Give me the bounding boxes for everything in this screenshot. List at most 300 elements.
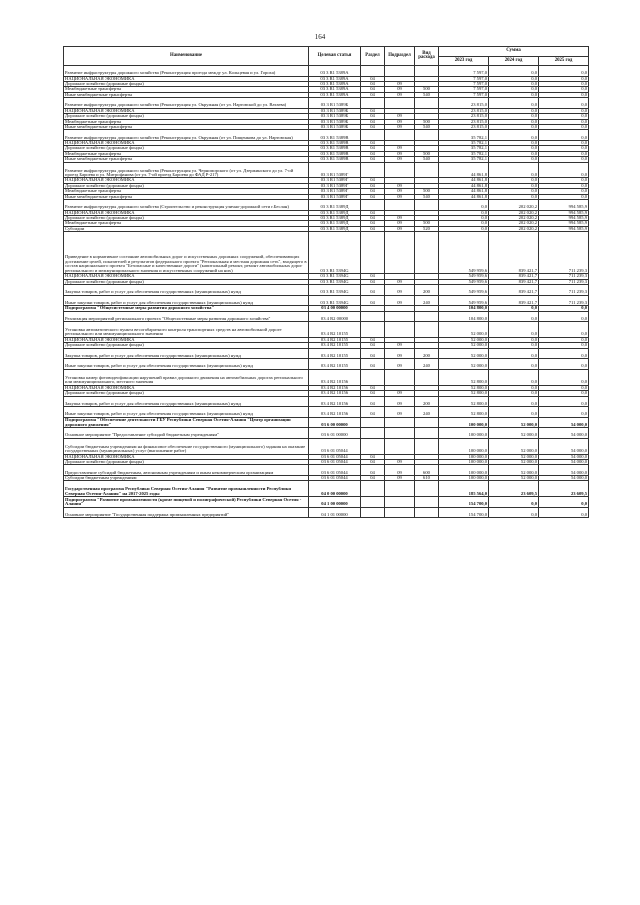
cell-section <box>361 322 385 338</box>
cell-name: НАЦИОНАЛЬНАЯ ЭКОНОМИКА <box>64 385 309 390</box>
cell-section: 04 <box>361 454 385 459</box>
cell-target: 03 3 R1 5389В <box>309 130 361 141</box>
cell-2024: 202 020,2 <box>489 221 539 226</box>
cell-target: 03 3 R1 5389Б <box>309 98 361 109</box>
header-subsection: Подраздел <box>385 47 415 66</box>
header-expense-type: Вид расхода <box>415 47 439 66</box>
cell-expense-type: 240 <box>415 359 439 370</box>
cell-subsection <box>385 481 415 497</box>
cell-2024: 0,0 <box>489 130 539 141</box>
cell-section: 04 <box>361 465 385 476</box>
cell-name: Подпрограмма "Обеспечение деятельности ГБУ Республики Северная Осетия-Алания "Центр организации дорожного движения" <box>64 417 309 428</box>
cell-2023: 7 597,0 <box>439 87 489 92</box>
cell-2024: 0,0 <box>489 311 539 322</box>
cell-2025: 0,0 <box>539 194 589 199</box>
cell-target: 03 4 R2 10155 <box>309 343 361 348</box>
cell-2024: 839 421,7 <box>489 274 539 279</box>
cell-subsection <box>385 66 415 77</box>
cell-expense-type: 500 <box>415 119 439 124</box>
cell-section: 04 <box>361 82 385 87</box>
cell-name: НАЦИОНАЛЬНАЯ ЭКОНОМИКА <box>64 76 309 81</box>
cell-name: Иные межбюджетные трансферты <box>64 92 309 97</box>
cell-section <box>361 507 385 518</box>
cell-name: Закупка товаров, работ и услуг для обеспечения государственных (муниципальных) нужд <box>64 348 309 359</box>
table-row <box>64 200 589 211</box>
cell-target: 03 6 01 00000 <box>309 428 361 439</box>
cell-target: 03 3 R1 5389Б <box>309 108 361 113</box>
cell-section <box>361 481 385 497</box>
cell-name: Иные закупки товаров, работ и услуг для обеспечения государственных (муниципальных) нужд <box>64 295 309 306</box>
cell-expense-type: 240 <box>415 407 439 418</box>
cell-section: 04 <box>361 348 385 359</box>
cell-target: 03 3 R1 5389Г <box>309 194 361 199</box>
cell-2024: 839 421,7 <box>489 279 539 284</box>
cell-2023: 52 800,0 <box>439 391 489 396</box>
cell-target: 03 3 R1 5389Д <box>309 200 361 211</box>
cell-subsection: 09 <box>385 407 415 418</box>
cell-2023: 549 959,6 <box>439 284 489 295</box>
cell-name: Иные межбюджетные трансферты <box>64 125 309 130</box>
cell-section: 04 <box>361 119 385 124</box>
cell-2025: 23 609,5 <box>539 481 589 497</box>
table-row <box>64 284 589 295</box>
cell-2024: 0,0 <box>489 306 539 311</box>
cell-target: 03 6 01 05044 <box>309 460 361 465</box>
cell-2024: 0,0 <box>489 151 539 156</box>
cell-expense-type <box>415 438 439 454</box>
cell-2024: 0,0 <box>489 348 539 359</box>
cell-expense-type <box>415 507 439 518</box>
cell-2023: 52 800,0 <box>439 396 489 407</box>
cell-subsection <box>385 130 415 141</box>
cell-2023: 35 782,1 <box>439 157 489 162</box>
cell-section: 04 <box>361 76 385 81</box>
cell-subsection <box>385 417 415 428</box>
cell-2023: 549 959,6 <box>439 232 489 274</box>
cell-section: 04 <box>361 125 385 130</box>
cell-expense-type: 540 <box>415 125 439 130</box>
cell-target: 03 3 R1 5389А <box>309 82 361 87</box>
cell-subsection: 09 <box>385 221 415 226</box>
cell-name: Дорожное хозяйство (дорожные фонды) <box>64 146 309 151</box>
cell-subsection: 09 <box>385 119 415 124</box>
cell-2023: 0,0 <box>439 221 489 226</box>
cell-2023: 44 861,8 <box>439 162 489 178</box>
cell-subsection <box>385 369 415 385</box>
cell-target: 03 4 R2 10155 <box>309 322 361 338</box>
cell-subsection: 09 <box>385 151 415 156</box>
cell-section: 04 <box>361 407 385 418</box>
cell-2024: 0,0 <box>489 407 539 418</box>
cell-2023: 100 000,0 <box>439 460 489 465</box>
cell-section: 04 <box>361 279 385 284</box>
cell-name: Предоставление субсидий бюджетным, автономным учреждениям и иным некоммерческим организациям <box>64 465 309 476</box>
cell-2025: 0,0 <box>539 98 589 109</box>
cell-2023: 104 800,0 <box>439 306 489 311</box>
cell-target: 03 3 R1 5389Г <box>309 162 361 178</box>
cell-2024: 202 020,2 <box>489 200 539 211</box>
cell-subsection <box>385 507 415 518</box>
table-row <box>64 428 589 439</box>
cell-2023: 35 782,1 <box>439 141 489 146</box>
cell-target: 03 3 R1 5389В <box>309 157 361 162</box>
cell-target: 03 3 R1 5389А <box>309 87 361 92</box>
cell-name: НАЦИОНАЛЬНАЯ ЭКОНОМИКА <box>64 454 309 459</box>
cell-2024: 0,0 <box>489 391 539 396</box>
cell-section: 04 <box>361 284 385 295</box>
cell-2023: 100 000,0 <box>439 454 489 459</box>
cell-2025: 0,0 <box>539 359 589 370</box>
budget-table <box>63 46 589 518</box>
cell-2025: 0,0 <box>539 322 589 338</box>
cell-section: 04 <box>361 157 385 162</box>
cell-2024: 0,0 <box>489 66 539 77</box>
cell-expense-type <box>415 130 439 141</box>
cell-section: 04 <box>361 385 385 390</box>
cell-section: 04 <box>361 274 385 279</box>
cell-2023: 185 564,0 <box>439 481 489 497</box>
cell-expense-type <box>415 417 439 428</box>
cell-2023: 23 815,0 <box>439 125 489 130</box>
cell-2025: 54 000,0 <box>539 428 589 439</box>
cell-2023: 104 800,0 <box>439 311 489 322</box>
cell-2023: 52 000,0 <box>439 359 489 370</box>
table-row <box>64 295 589 306</box>
cell-2025: 0,0 <box>539 125 589 130</box>
cell-2025: 0,0 <box>539 157 589 162</box>
cell-subsection: 09 <box>385 295 415 306</box>
cell-name: Развитие инфраструктуры дорожного хозяйства (Строительство и реконструкция улично-дорожной сети г.Беслан) <box>64 200 309 211</box>
cell-2024: 0,0 <box>489 76 539 81</box>
cell-expense-type: 500 <box>415 221 439 226</box>
cell-subsection: 09 <box>385 460 415 465</box>
cell-name: Подпрограмма "Развитие промышленности (кроме пищевой и полиграфической) Республики Северная Осетия - Алания" <box>64 497 309 508</box>
cell-target: 04 1 00 00000 <box>309 497 361 508</box>
cell-2025: 711 239,3 <box>539 295 589 306</box>
header-name: Наименование <box>64 47 309 66</box>
cell-2023: 52 000,0 <box>439 322 489 338</box>
cell-2024: 0,0 <box>489 385 539 390</box>
table-row <box>64 507 589 518</box>
cell-target: 03 4 R2 10156 <box>309 369 361 385</box>
cell-2023: 52 800,0 <box>439 407 489 418</box>
cell-subsection <box>385 232 415 274</box>
cell-2024: 52 000,0 <box>489 460 539 465</box>
cell-target: 03 4 00 00000 <box>309 306 361 311</box>
cell-section <box>361 232 385 274</box>
cell-2023: 100 000,0 <box>439 428 489 439</box>
cell-target: 04 1 01 00000 <box>309 507 361 518</box>
cell-2025: 994 585,9 <box>539 226 589 231</box>
cell-target: 03 3 R1 5389Г <box>309 183 361 188</box>
cell-name: Дорожное хозяйство (дорожные фонды) <box>64 183 309 188</box>
cell-2025: 711 239,3 <box>539 284 589 295</box>
cell-section: 04 <box>361 295 385 306</box>
cell-subsection: 09 <box>385 216 415 221</box>
cell-subsection: 09 <box>385 183 415 188</box>
cell-2025: 0,0 <box>539 391 589 396</box>
cell-name: Приведение в нормативное состояние автомобильных дорог и искусственных дорожных сооружений, обеспечивающих достижение целей, показателей и результатов федерального проекта "Региональная и местная дорожная сеть", входящего в состав национального проекта "Безопасные и качественные дороги" (капитальный ремонт, ремонт автомобильных дорог регионального и межмуниципального значения и искусственных сооружений на них) <box>64 232 309 274</box>
cell-2024: 52 000,0 <box>489 465 539 476</box>
cell-2024: 0,0 <box>489 141 539 146</box>
cell-expense-type <box>415 481 439 497</box>
cell-target: 03 4 R2 10155 <box>309 348 361 359</box>
cell-subsection <box>385 200 415 211</box>
cell-2025: 0,0 <box>539 407 589 418</box>
cell-2023: 52 000,0 <box>439 348 489 359</box>
cell-2023: 52 000,0 <box>439 343 489 348</box>
cell-name: Субсидии бюджетным учреждениям <box>64 476 309 481</box>
cell-2025: 0,0 <box>539 507 589 518</box>
cell-2025: 711 239,3 <box>539 232 589 274</box>
cell-expense-type: 500 <box>415 87 439 92</box>
cell-subsection: 09 <box>385 391 415 396</box>
cell-name: Межбюджетные трансферты <box>64 119 309 124</box>
table-row <box>64 481 589 497</box>
cell-target: 03 3 R1 5389В <box>309 141 361 146</box>
cell-target: 03 4 R2 10156 <box>309 396 361 407</box>
cell-name: Межбюджетные трансферты <box>64 151 309 156</box>
cell-target: 04 0 00 00000 <box>309 481 361 497</box>
cell-section: 04 <box>361 460 385 465</box>
header-2024: 2024 год <box>489 57 539 66</box>
cell-2024: 0,0 <box>489 157 539 162</box>
cell-2025: 54 000,0 <box>539 454 589 459</box>
cell-2023: 52 800,0 <box>439 369 489 385</box>
cell-subsection: 09 <box>385 194 415 199</box>
cell-name: Закупка товаров, работ и услуг для обеспечения государственных (муниципальных) нужд <box>64 284 309 295</box>
cell-2025: 711 239,3 <box>539 274 589 279</box>
cell-target: 03 3 R1 5389А <box>309 76 361 81</box>
cell-section <box>361 428 385 439</box>
cell-subsection: 09 <box>385 396 415 407</box>
cell-target: 03 3 R1 5389Д <box>309 221 361 226</box>
cell-expense-type: 200 <box>415 348 439 359</box>
cell-expense-type <box>415 232 439 274</box>
cell-2024: 0,0 <box>489 183 539 188</box>
cell-2025: 0,0 <box>539 141 589 146</box>
cell-section: 04 <box>361 114 385 119</box>
table-row <box>64 348 589 359</box>
cell-name: Межбюджетные трансферты <box>64 221 309 226</box>
cell-target: 03 3 R1 5394G <box>309 274 361 279</box>
cell-2024: 839 421,7 <box>489 232 539 274</box>
cell-expense-type: 520 <box>415 226 439 231</box>
cell-target: 03 3 R1 5394G <box>309 279 361 284</box>
cell-subsection: 09 <box>385 226 415 231</box>
cell-2025: 711 239,3 <box>539 279 589 284</box>
cell-expense-type <box>415 66 439 77</box>
cell-name: НАЦИОНАЛЬНАЯ ЭКОНОМИКА <box>64 108 309 113</box>
cell-2025: 994 585,9 <box>539 200 589 211</box>
cell-target: 03 4 R2 10155 <box>309 359 361 370</box>
cell-section <box>361 497 385 508</box>
cell-2025: 0,0 <box>539 311 589 322</box>
table-row <box>64 497 589 508</box>
cell-2023: 0,0 <box>439 200 489 211</box>
cell-2025: 0,0 <box>539 151 589 156</box>
cell-2023: 549 959,6 <box>439 279 489 284</box>
cell-expense-type <box>415 369 439 385</box>
cell-2025: 0,0 <box>539 306 589 311</box>
cell-expense-type <box>415 162 439 178</box>
cell-2025: 0,0 <box>539 66 589 77</box>
header-sum: Сумма <box>439 47 589 57</box>
cell-2025: 0,0 <box>539 130 589 141</box>
cell-subsection: 09 <box>385 125 415 130</box>
cell-2025: 0,0 <box>539 162 589 178</box>
cell-2023: 23 815,0 <box>439 98 489 109</box>
cell-name: Иные межбюджетные трансферты <box>64 194 309 199</box>
cell-subsection: 09 <box>385 87 415 92</box>
cell-section: 04 <box>361 391 385 396</box>
cell-name: Установка камер фотовидеофиксации нарушений правил дорожного движения на автомобильных дорогах регионального или межмуниципального, местного значения <box>64 369 309 385</box>
cell-section: 04 <box>361 221 385 226</box>
cell-2024: 0,0 <box>489 146 539 151</box>
cell-name: Основное мероприятие "Государственная поддержка промышленных предприятий" <box>64 507 309 518</box>
cell-target: 03 6 01 05044 <box>309 454 361 459</box>
cell-2023: 100 000,0 <box>439 438 489 454</box>
cell-name: Дорожное хозяйство (дорожные фонды) <box>64 391 309 396</box>
cell-2023: 44 861,8 <box>439 189 489 194</box>
cell-2025: 994 585,9 <box>539 221 589 226</box>
cell-2023: 0,0 <box>439 216 489 221</box>
cell-2025: 0,0 <box>539 385 589 390</box>
cell-2024: 202 020,2 <box>489 210 539 215</box>
cell-target: 03 4 R2 10155 <box>309 337 361 342</box>
cell-section <box>361 130 385 141</box>
cell-2024: 0,0 <box>489 337 539 342</box>
cell-2025: 0,0 <box>539 369 589 385</box>
cell-target: 03 3 R1 5389Г <box>309 178 361 183</box>
cell-target: 03 3 R1 5389В <box>309 146 361 151</box>
cell-section: 04 <box>361 92 385 97</box>
cell-target: 03 6 01 05044 <box>309 476 361 481</box>
cell-2024: 0,0 <box>489 194 539 199</box>
cell-target: 03 3 R1 5389Б <box>309 114 361 119</box>
cell-2024: 0,0 <box>489 87 539 92</box>
cell-2024: 0,0 <box>489 178 539 183</box>
cell-target: 03 6 01 05044 <box>309 465 361 476</box>
cell-2025: 54 000,0 <box>539 460 589 465</box>
cell-2025: 0,0 <box>539 108 589 113</box>
cell-2023: 35 782,1 <box>439 130 489 141</box>
cell-expense-type: 200 <box>415 284 439 295</box>
cell-2024: 52 000,0 <box>489 476 539 481</box>
cell-expense-type: 540 <box>415 157 439 162</box>
cell-subsection: 09 <box>385 279 415 284</box>
cell-2024: 0,0 <box>489 108 539 113</box>
cell-name: Дорожное хозяйство (дорожные фонды) <box>64 82 309 87</box>
cell-2023: 35 782,1 <box>439 151 489 156</box>
cell-name: Закупка товаров, работ и услуг для обеспечения государственных (муниципальных) нужд <box>64 396 309 407</box>
cell-target: 03 3 R1 5389Б <box>309 125 361 130</box>
cell-section: 04 <box>361 343 385 348</box>
cell-name: НАЦИОНАЛЬНАЯ ЭКОНОМИКА <box>64 178 309 183</box>
cell-subsection: 09 <box>385 82 415 87</box>
table-row <box>64 396 589 407</box>
cell-2023: 154 700,0 <box>439 507 489 518</box>
cell-name: Государственная программа Республики Северная Осетия-Алания "Развитие промышленности Республики Северная Осетия-Алания" на 2017-2025 годы <box>64 481 309 497</box>
cell-2024: 52 000,0 <box>489 454 539 459</box>
page-number: 164 <box>314 33 326 41</box>
cell-2023: 100 000,0 <box>439 417 489 428</box>
cell-2025: 0,0 <box>539 114 589 119</box>
cell-2025: 0,0 <box>539 92 589 97</box>
cell-target: 03 3 R1 5389Д <box>309 210 361 215</box>
cell-name: Межбюджетные трансферты <box>64 189 309 194</box>
cell-target: 03 3 R1 5389Б <box>309 119 361 124</box>
cell-section: 04 <box>361 87 385 92</box>
cell-2023: 0,0 <box>439 210 489 215</box>
cell-subsection <box>385 311 415 322</box>
cell-expense-type <box>415 98 439 109</box>
cell-section: 04 <box>361 226 385 231</box>
cell-name: Основное мероприятие "Предоставление субсидий бюджетным учреждениям" <box>64 428 309 439</box>
cell-2023: 549 959,6 <box>439 274 489 279</box>
cell-2025: 54 000,0 <box>539 438 589 454</box>
cell-expense-type <box>415 311 439 322</box>
cell-section: 04 <box>361 189 385 194</box>
cell-section: 04 <box>361 178 385 183</box>
cell-2025: 0,0 <box>539 396 589 407</box>
cell-target: 03 3 R1 5394G <box>309 284 361 295</box>
cell-2023: 7 597,0 <box>439 92 489 97</box>
cell-name: Иные закупки товаров, работ и услуг для обеспечения государственных (муниципальных) нужд <box>64 407 309 418</box>
cell-name: Иные межбюджетные трансферты <box>64 157 309 162</box>
cell-2024: 0,0 <box>489 359 539 370</box>
cell-section: 04 <box>361 194 385 199</box>
cell-2024: 0,0 <box>489 322 539 338</box>
cell-expense-type: 500 <box>415 189 439 194</box>
table-row <box>64 232 589 274</box>
cell-2023: 154 700,0 <box>439 497 489 508</box>
cell-subsection: 09 <box>385 157 415 162</box>
cell-target: 03 3 R1 5389В <box>309 151 361 156</box>
table-row <box>64 369 589 385</box>
cell-2023: 23 815,0 <box>439 119 489 124</box>
cell-subsection: 09 <box>385 146 415 151</box>
table-row <box>64 465 589 476</box>
cell-target: 03 4 R2 00000 <box>309 311 361 322</box>
cell-name: НАЦИОНАЛЬНАЯ ЭКОНОМИКА <box>64 210 309 215</box>
cell-section <box>361 200 385 211</box>
cell-target: 03 3 R1 5394G <box>309 295 361 306</box>
cell-target: 03 4 R2 10156 <box>309 391 361 396</box>
cell-name: НАЦИОНАЛЬНАЯ ЭКОНОМИКА <box>64 274 309 279</box>
cell-subsection: 09 <box>385 92 415 97</box>
cell-section <box>361 66 385 77</box>
cell-expense-type <box>415 497 439 508</box>
cell-2023: 52 800,0 <box>439 385 489 390</box>
cell-name: НАЦИОНАЛЬНАЯ ЭКОНОМИКА <box>64 337 309 342</box>
cell-2024: 202 020,2 <box>489 226 539 231</box>
cell-name: Субсидии <box>64 226 309 231</box>
cell-section: 04 <box>361 183 385 188</box>
cell-2023: 44 861,8 <box>439 194 489 199</box>
cell-section <box>361 417 385 428</box>
table-row <box>64 407 589 418</box>
cell-expense-type: 200 <box>415 396 439 407</box>
table-row <box>64 322 589 338</box>
header-target: Целевая статья <box>309 47 361 66</box>
cell-2024: 0,0 <box>489 82 539 87</box>
cell-subsection <box>385 162 415 178</box>
cell-2025: 0,0 <box>539 146 589 151</box>
header-2023: 2023 год <box>439 57 489 66</box>
cell-name: Дорожное хозяйство (дорожные фонды) <box>64 279 309 284</box>
cell-2025: 54 000,0 <box>539 417 589 428</box>
